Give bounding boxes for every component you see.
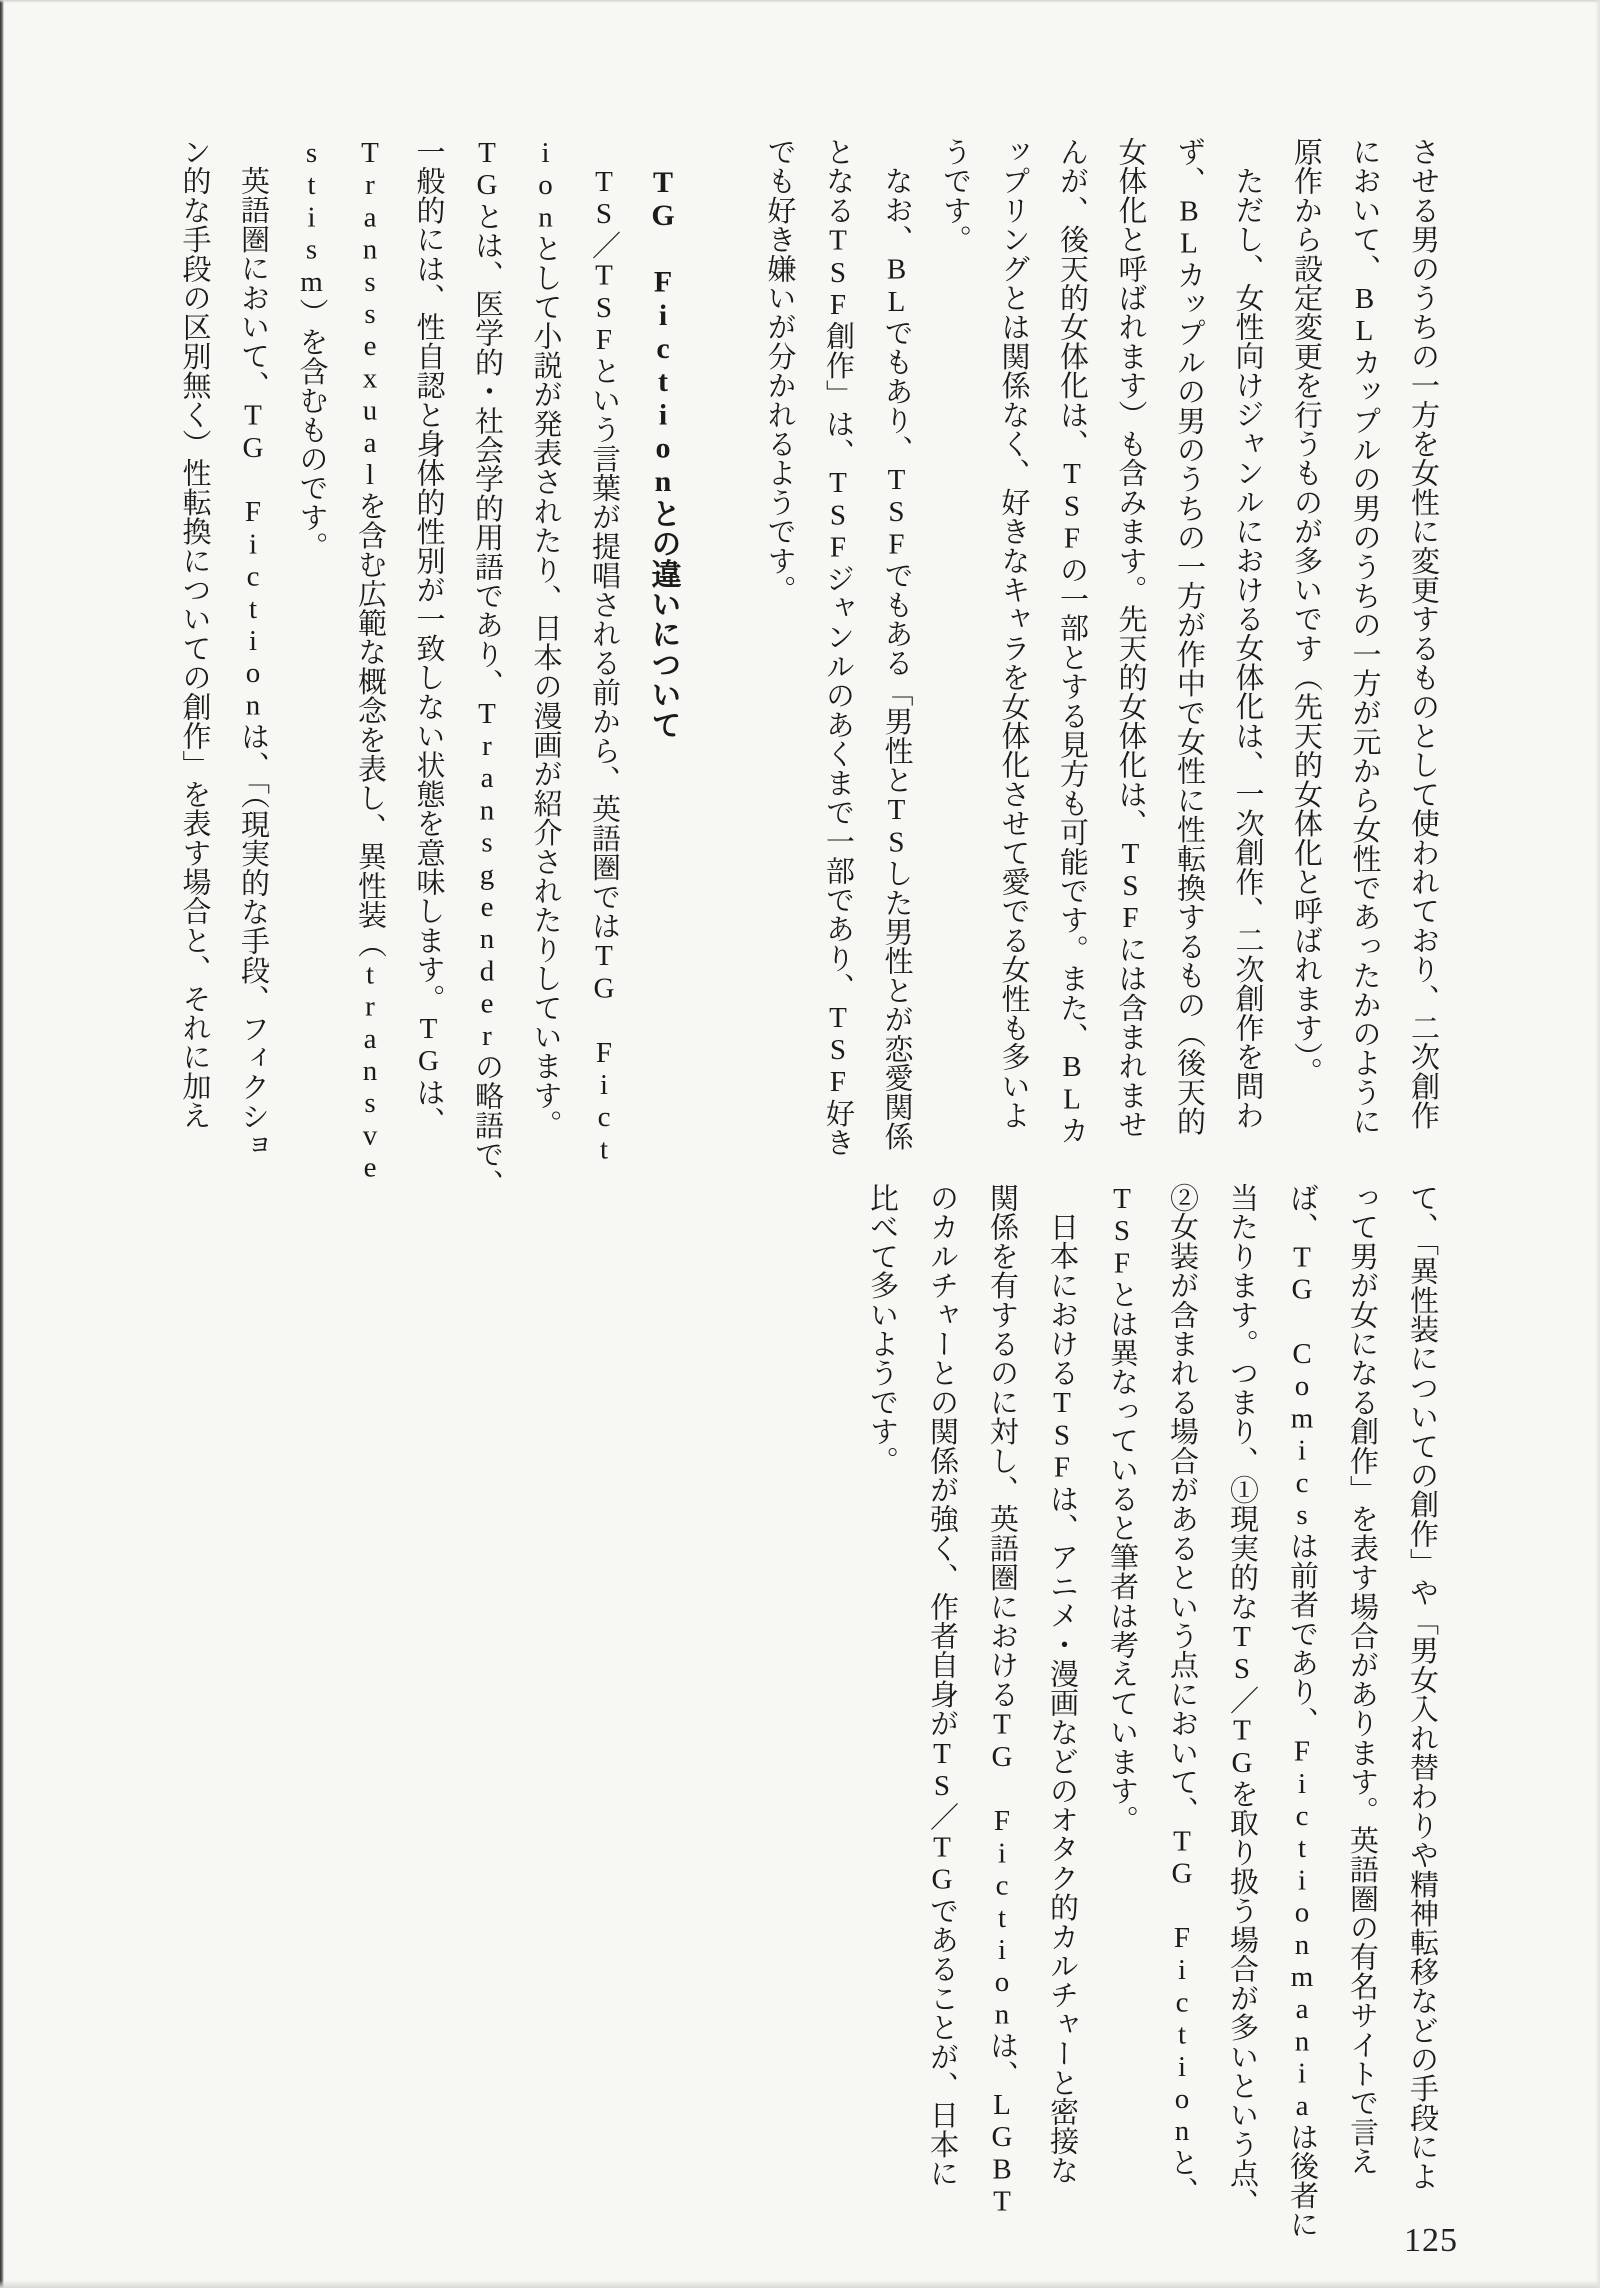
section-heading: TG Fictionとの違いについて — [646, 166, 680, 740]
scan-edge-top — [0, 0, 1600, 3]
scan-edge-bottom — [0, 2280, 1600, 2288]
text-column: ionとして小説が発表されたり、日本の漫画が紹介されたりしています。 — [529, 137, 562, 1139]
text-column: TSFとは異なっていると筆者は考えています。 — [1106, 1183, 1138, 1835]
text-column: Transsexualを含む広範な概念を表し、異性装（transve — [354, 137, 386, 1184]
bottom-text-block — [852, 1183, 1452, 2239]
text-column: 当たります。つまり、①現実的なTS／TGを取り扱う場合が多いという点、 — [1226, 1183, 1258, 2217]
text-column: 比べて多いようです。 — [866, 1183, 898, 1475]
text-column: のカルチャーとの関係が強く、作者自身がTS／TGであることが、日本に — [926, 1183, 958, 2188]
text-column: 一般的には、性自認と身体的性別が一致しない状態を意味します。TGは、 — [412, 137, 445, 1136]
text-column: stism）を含むものです。 — [295, 137, 328, 561]
text-column: て、「異性装についての創作」や「男女入れ替わりや精神転移などの手段によ — [1406, 1183, 1438, 2191]
text-column: んが、後天的女体化は、TSFの一部とする見方も可能です。また、BLカ — [1056, 137, 1088, 1145]
text-column: ず、BLカップルの男のうちの一方が作中で女性に性転換するもの（後天的 — [1173, 137, 1205, 1136]
scan-edge-left — [0, 0, 4, 2288]
text-column: ②女装が含まれる場合があるという点において、TG Fictionと、 — [1166, 1183, 1198, 2206]
text-column: ン的な手段の区別無く）性転換についての創作」を表す場合と、それに加え — [178, 137, 211, 1130]
text-column: でも好き嫌いが分かれるようです。 — [763, 137, 796, 605]
text-column: させる男のうちの一方を女性に変更するものとして使われており、二次創作 — [1407, 137, 1439, 1130]
text-column: TGとは、医学的・社会学的用語であり、Transgenderの略語で、 — [471, 137, 503, 1198]
top-text-block — [165, 137, 1452, 1198]
scan-edge-right — [1595, 0, 1600, 2288]
text-column: なお、BLでもあり、TSFでもある「男性とTSした男性とが恋愛関係 — [880, 166, 913, 1151]
text-column: 関係を有するのに対し、英語圏におけるTG Fictionは、LGBT — [986, 1183, 1018, 2218]
text-column: TS／TSFという言葉が提唱される前から、英語圏ではTG Fict — [588, 166, 620, 1166]
text-column: 英語圏において、TG Fictionは、「（現実的な手段、フィクショ — [237, 166, 269, 1160]
text-column: ば、TG Comicsは前者であり、Fictionmaniaは後者に — [1286, 1183, 1318, 2239]
text-column: 原作から設定変更を行うものが多いです（先天的女体化と呼ばれます）。 — [1290, 137, 1322, 1087]
text-column: ップリングとは関係なく、好きなキャラを女体化させて愛でる女性も多いよ — [997, 137, 1030, 1130]
column-spacer — [692, 137, 751, 1147]
text-column: 女体化と呼ばれます）も含みます。先天的女体化は、TSFには含まれませ — [1114, 137, 1147, 1139]
text-column: において、BLカップルの男のうちの一方が元から女性であったかのように — [1348, 137, 1381, 1136]
text-column: 日本におけるTSFは、アニメ・漫画などのオタク的カルチャーと密接な — [1046, 1212, 1078, 2185]
text-column: って男が女になる創作」を表す場合があります。英語圏の有名サイトで言え — [1346, 1183, 1378, 2176]
text-column: ただし、女性向けジャンルにおける女体化は、一次創作、二次創作を問わ — [1231, 166, 1264, 1130]
text-column: うです。 — [939, 137, 971, 254]
page-number: 125 — [1404, 2222, 1458, 2259]
text-column: となるTSF創作」は、TSFジャンルのあくまで一部であり、TSF好き — [822, 137, 854, 1157]
